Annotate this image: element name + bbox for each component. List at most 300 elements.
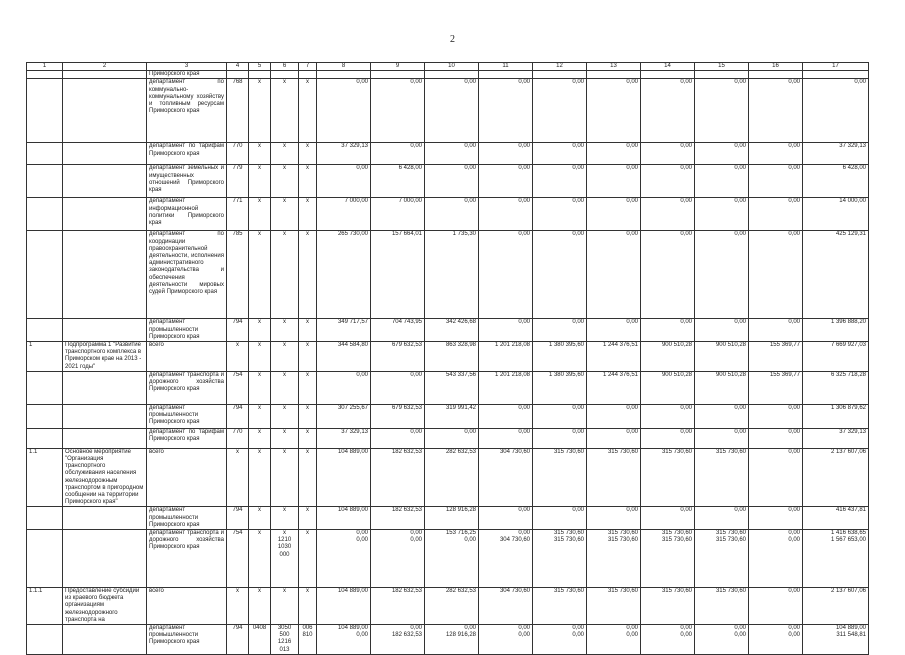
- grbs-code: 770: [227, 428, 249, 448]
- measure-name: [63, 71, 147, 79]
- table-row: [27, 198, 869, 231]
- value-2017: 315 730,60: [533, 588, 587, 625]
- table-body: [27, 71, 869, 655]
- value-2019: 0,00: [641, 143, 695, 165]
- table-row: [27, 165, 869, 198]
- value-2020: 315 730,60 315 730,60: [695, 530, 749, 588]
- grbs-code: 754: [227, 371, 249, 404]
- expense-type: х: [299, 530, 317, 588]
- value-2013: 265 730,00: [317, 231, 371, 319]
- section-code: х: [249, 530, 271, 588]
- section-code: х: [249, 371, 271, 404]
- measure-name: [63, 530, 147, 588]
- value-2019: 315 730,60: [641, 448, 695, 507]
- value-2017: 1 380 395,60: [533, 342, 587, 372]
- value-total: 425 129,31: [803, 231, 869, 319]
- executor: департамент по тарифам Приморского края: [147, 143, 227, 165]
- target-code: х: [271, 507, 299, 530]
- grbs-code: 794: [227, 507, 249, 530]
- value-2015: 1 735,30: [425, 231, 479, 319]
- value-2021: 0,00: [749, 588, 803, 625]
- expense-type: х: [299, 342, 317, 372]
- measure-name: [63, 319, 147, 342]
- value-2015: 0,00: [425, 143, 479, 165]
- row-number: [27, 165, 63, 198]
- executor: департамент промышленности Приморского края: [147, 625, 227, 655]
- column-number-11: 11: [479, 63, 533, 71]
- value-total: 7 669 927,03: [803, 342, 869, 372]
- value-2018: [587, 71, 641, 79]
- value-2017: 0,00: [533, 319, 587, 342]
- executor: департамент промышленности Приморского края: [147, 319, 227, 342]
- value-2016: 0,00: [479, 404, 533, 428]
- value-2015: 342 426,68: [425, 319, 479, 342]
- value-total: 416 437,81: [803, 507, 869, 530]
- section-code: х: [249, 165, 271, 198]
- value-2019: [641, 71, 695, 79]
- table-row: [27, 448, 869, 507]
- row-number: 1.1: [27, 448, 63, 507]
- value-2019: 900 510,28: [641, 342, 695, 372]
- column-number-12: 12: [533, 63, 587, 71]
- value-2020: 0,00: [695, 143, 749, 165]
- section-code: х: [249, 231, 271, 319]
- executor: департамент по координации правоохранительной деятельности, исполнения административного законодательства и обеспечения деятельности мировых судей Приморского края: [147, 231, 227, 319]
- value-2017: 0,00: [533, 404, 587, 428]
- expense-type: х: [299, 404, 317, 428]
- grbs-code: 770: [227, 143, 249, 165]
- measure-name: [63, 79, 147, 143]
- measure-name: Предоставление субсидий из краевого бюджета организациям железнодорожного транспорта на: [63, 588, 147, 625]
- value-2013: 104 889,00: [317, 507, 371, 530]
- section-code: х: [249, 448, 271, 507]
- table-row: [27, 530, 869, 588]
- table-row: [27, 71, 869, 79]
- row-number: [27, 530, 63, 588]
- section-code: х: [249, 507, 271, 530]
- value-2019: 900 510,28: [641, 371, 695, 404]
- value-2013: 0,00: [317, 165, 371, 198]
- target-code: х: [271, 428, 299, 448]
- value-2018: 0,00: [587, 143, 641, 165]
- expense-type: х: [299, 79, 317, 143]
- grbs-code: х: [227, 448, 249, 507]
- value-2015: 282 632,53: [425, 448, 479, 507]
- value-2016: [479, 71, 533, 79]
- value-2020: 0,00: [695, 79, 749, 143]
- value-2021: 0,00: [749, 231, 803, 319]
- value-2016: 1 201 218,08: [479, 342, 533, 372]
- section-code: х: [249, 198, 271, 231]
- grbs-code: 794: [227, 319, 249, 342]
- value-2014: 0,00: [371, 371, 425, 404]
- value-total: 1 416 638,65 1 567 653,00: [803, 530, 869, 588]
- grbs-code: х: [227, 342, 249, 372]
- executor: департамент промышленности Приморского края: [147, 404, 227, 428]
- value-2020: 0,00: [695, 198, 749, 231]
- value-2018: 0,00 0,00: [587, 625, 641, 655]
- value-2015: 0,00: [425, 165, 479, 198]
- value-2020: 315 730,60: [695, 448, 749, 507]
- value-2013: 104 889,00 0,00: [317, 625, 371, 655]
- row-number: [27, 428, 63, 448]
- section-code: х: [249, 79, 271, 143]
- executor: Приморского края: [147, 71, 227, 79]
- value-2020: 0,00: [695, 428, 749, 448]
- value-total: 6 428,00: [803, 165, 869, 198]
- row-number: [27, 71, 63, 79]
- value-2020: [695, 71, 749, 79]
- grbs-code: 794: [227, 404, 249, 428]
- value-2018: 1 244 376,51: [587, 342, 641, 372]
- value-2017: 0,00: [533, 428, 587, 448]
- value-2014: 6 428,00: [371, 165, 425, 198]
- target-code: х: [271, 165, 299, 198]
- value-2013: 7 000,00: [317, 198, 371, 231]
- executor: департамент информационной политики Приморского края: [147, 198, 227, 231]
- value-2015: 0,00: [425, 428, 479, 448]
- target-code: [271, 71, 299, 79]
- table-row: [27, 588, 869, 625]
- measure-name: [63, 143, 147, 165]
- column-number-row: [27, 63, 869, 71]
- table-row: [27, 319, 869, 342]
- target-code: 3050 500 1216 013: [271, 625, 299, 655]
- executor: всего: [147, 342, 227, 372]
- executor: департамент транспорта и дорожного хозяйства Приморского края: [147, 371, 227, 404]
- measure-name: [63, 404, 147, 428]
- column-number-1: 1: [27, 63, 63, 71]
- row-number: [27, 79, 63, 143]
- column-number-3: 3: [147, 63, 227, 71]
- value-total: 2 137 607,06: [803, 448, 869, 507]
- expense-type: х: [299, 198, 317, 231]
- value-2013: [317, 71, 371, 79]
- value-2015: 0,00 128 916,28: [425, 625, 479, 655]
- expense-type: х: [299, 428, 317, 448]
- value-2016: 0,00: [479, 428, 533, 448]
- value-2014: 182 632,53: [371, 588, 425, 625]
- grbs-code: 768: [227, 79, 249, 143]
- value-2021: 0,00 0,00: [749, 625, 803, 655]
- value-2020: 0,00: [695, 319, 749, 342]
- row-number: [27, 371, 63, 404]
- row-number: [27, 404, 63, 428]
- table-row: [27, 79, 869, 143]
- value-2014: 7 000,00: [371, 198, 425, 231]
- value-2018: 0,00: [587, 507, 641, 530]
- value-2019: 315 730,60 315 730,60: [641, 530, 695, 588]
- measure-name: [63, 165, 147, 198]
- value-2017: [533, 71, 587, 79]
- column-number-2: 2: [63, 63, 147, 71]
- table-row: [27, 371, 869, 404]
- value-2018: 1 244 376,51: [587, 371, 641, 404]
- target-code: х: [271, 588, 299, 625]
- page-number: 2: [450, 34, 455, 45]
- value-2021: 0,00: [749, 507, 803, 530]
- column-number-7: 7: [299, 63, 317, 71]
- value-2014: 182 632,53: [371, 507, 425, 530]
- value-2020: 900 510,28: [695, 371, 749, 404]
- target-code: х: [271, 79, 299, 143]
- value-2016: 304 730,60: [479, 448, 533, 507]
- value-2019: 0,00: [641, 507, 695, 530]
- value-2016: 1 201 218,08: [479, 371, 533, 404]
- value-2018: 0,00: [587, 198, 641, 231]
- column-number-17: 17: [803, 63, 869, 71]
- value-2018: 0,00: [587, 231, 641, 319]
- column-number-8: 8: [317, 63, 371, 71]
- value-2016: 0,00: [479, 79, 533, 143]
- value-2015: 319 991,42: [425, 404, 479, 428]
- value-2019: 0,00: [641, 79, 695, 143]
- target-code: х: [271, 198, 299, 231]
- value-2021: 0,00: [749, 165, 803, 198]
- target-code: х: [271, 404, 299, 428]
- value-2017: 315 730,60: [533, 448, 587, 507]
- target-code: х: [271, 231, 299, 319]
- value-total: 1 306 879,62: [803, 404, 869, 428]
- value-total: 14 000,00: [803, 198, 869, 231]
- section-code: х: [249, 342, 271, 372]
- measure-name: Подпрограмма 1 "Развитие транспортного комплекса в Приморском крае на 2013 - 2021 годы": [63, 342, 147, 372]
- column-number-15: 15: [695, 63, 749, 71]
- value-2019: 0,00: [641, 165, 695, 198]
- measure-name: [63, 428, 147, 448]
- column-number-6: 6: [271, 63, 299, 71]
- value-total: 37 329,13: [803, 428, 869, 448]
- executor: всего: [147, 588, 227, 625]
- value-2015: 128 916,28: [425, 507, 479, 530]
- value-total: [803, 71, 869, 79]
- value-2020: 0,00: [695, 507, 749, 530]
- value-2017: 315 730,60 315 730,60: [533, 530, 587, 588]
- grbs-code: 785: [227, 231, 249, 319]
- target-code: х: [271, 448, 299, 507]
- grbs-code: [227, 71, 249, 79]
- budget-table: [26, 62, 869, 655]
- value-2014: [371, 71, 425, 79]
- expense-type: х: [299, 448, 317, 507]
- value-2015: 0,00: [425, 79, 479, 143]
- value-2013: 344 584,80: [317, 342, 371, 372]
- grbs-code: 794: [227, 625, 249, 655]
- value-2017: 1 380 395,60: [533, 371, 587, 404]
- target-code: х: [271, 143, 299, 165]
- value-2013: 37 329,13: [317, 428, 371, 448]
- value-2015: 0,00: [425, 198, 479, 231]
- value-2017: 0,00: [533, 143, 587, 165]
- expense-type: [299, 71, 317, 79]
- value-2021: 0,00: [749, 319, 803, 342]
- value-2020: 315 730,60: [695, 588, 749, 625]
- value-total: 1 396 888,20: [803, 319, 869, 342]
- grbs-code: 754: [227, 530, 249, 588]
- grbs-code: 771: [227, 198, 249, 231]
- row-number: 1.1.1: [27, 588, 63, 625]
- executor: департамент по тарифам Приморского края: [147, 428, 227, 448]
- row-number: [27, 319, 63, 342]
- value-2017: 0,00: [533, 507, 587, 530]
- value-2014: 704 743,95: [371, 319, 425, 342]
- expense-type: х: [299, 507, 317, 530]
- value-2013: 0,00 0,00: [317, 530, 371, 588]
- value-2020: 900 510,28: [695, 342, 749, 372]
- value-2016: 304 730,60: [479, 588, 533, 625]
- value-2017: 0,00 0,00: [533, 625, 587, 655]
- column-number-5: 5: [249, 63, 271, 71]
- value-2016: 0,00 0,00: [479, 625, 533, 655]
- value-2019: 0,00: [641, 319, 695, 342]
- column-number-16: 16: [749, 63, 803, 71]
- executor: департамент земельных и имущественных отношений Приморского края: [147, 165, 227, 198]
- measure-name: [63, 371, 147, 404]
- measure-name: Основное мероприятие "Организация транспортного обслуживания населения железнодорожным транспортом в пригородном сообщении на территории Приморского края": [63, 448, 147, 507]
- expense-type: х: [299, 371, 317, 404]
- measure-name: [63, 231, 147, 319]
- expense-type: х: [299, 165, 317, 198]
- value-2013: 307 255,67: [317, 404, 371, 428]
- row-number: 1: [27, 342, 63, 372]
- grbs-code: 779: [227, 165, 249, 198]
- value-2019: 315 730,60: [641, 588, 695, 625]
- value-2014: 0,00: [371, 143, 425, 165]
- column-number-14: 14: [641, 63, 695, 71]
- value-2016: 0,00: [479, 319, 533, 342]
- section-code: х: [249, 319, 271, 342]
- value-2018: 315 730,60: [587, 448, 641, 507]
- target-code: х 1210 1030 000: [271, 530, 299, 588]
- value-2017: 0,00: [533, 198, 587, 231]
- value-2021: 155 369,77: [749, 342, 803, 372]
- value-total: 104 889,00 311 548,81: [803, 625, 869, 655]
- value-2016: 0,00: [479, 165, 533, 198]
- value-2013: 37 329,13: [317, 143, 371, 165]
- value-2018: 0,00: [587, 404, 641, 428]
- value-2019: 0,00: [641, 428, 695, 448]
- value-2018: 315 730,60: [587, 588, 641, 625]
- value-2021: 0,00 0,00: [749, 530, 803, 588]
- table-row: [27, 428, 869, 448]
- value-2013: 349 717,57: [317, 319, 371, 342]
- value-2017: 0,00: [533, 231, 587, 319]
- expense-type: 006 810: [299, 625, 317, 655]
- value-2018: 0,00: [587, 319, 641, 342]
- value-2018: 0,00: [587, 165, 641, 198]
- value-2015: 282 632,53: [425, 588, 479, 625]
- value-2013: 0,00: [317, 371, 371, 404]
- value-total: 2 137 607,06: [803, 588, 869, 625]
- grbs-code: х: [227, 588, 249, 625]
- value-2018: 315 730,60 315 730,60: [587, 530, 641, 588]
- value-2014: 182 632,53: [371, 448, 425, 507]
- value-2020: 0,00: [695, 404, 749, 428]
- value-total: 0,00: [803, 79, 869, 143]
- column-number-10: 10: [425, 63, 479, 71]
- section-code: х: [249, 143, 271, 165]
- value-2016: 0,00: [479, 231, 533, 319]
- column-number-9: 9: [371, 63, 425, 71]
- target-code: х: [271, 342, 299, 372]
- target-code: х: [271, 371, 299, 404]
- value-2020: 0,00: [695, 165, 749, 198]
- row-number: [27, 143, 63, 165]
- table-row: [27, 404, 869, 428]
- expense-type: х: [299, 231, 317, 319]
- value-total: 37 329,13: [803, 143, 869, 165]
- value-2020: 0,00 0,00: [695, 625, 749, 655]
- value-2021: 0,00: [749, 448, 803, 507]
- section-code: х: [249, 404, 271, 428]
- value-2014: 679 632,53: [371, 404, 425, 428]
- table-row: [27, 342, 869, 372]
- value-2014: 679 632,53: [371, 342, 425, 372]
- value-2014: 0,00 0,00: [371, 530, 425, 588]
- value-2014: 0,00: [371, 79, 425, 143]
- value-2021: 0,00: [749, 404, 803, 428]
- section-code: 0408: [249, 625, 271, 655]
- table-row: [27, 507, 869, 530]
- value-2019: 0,00: [641, 231, 695, 319]
- value-2021: [749, 71, 803, 79]
- value-2015: 153 716,25 0,00: [425, 530, 479, 588]
- value-2021: 155 369,77: [749, 371, 803, 404]
- measure-name: [63, 198, 147, 231]
- executor: департамент транспорта и дорожного хозяйства Приморского края: [147, 530, 227, 588]
- expense-type: х: [299, 588, 317, 625]
- value-2018: 0,00: [587, 79, 641, 143]
- value-2015: 863 328,98: [425, 342, 479, 372]
- value-2013: 0,00: [317, 79, 371, 143]
- column-number-13: 13: [587, 63, 641, 71]
- value-2019: 0,00 0,00: [641, 625, 695, 655]
- value-2016: 0,00: [479, 507, 533, 530]
- value-2019: 0,00: [641, 198, 695, 231]
- row-number: [27, 198, 63, 231]
- executor: всего: [147, 448, 227, 507]
- value-2021: 0,00: [749, 428, 803, 448]
- value-2017: 0,00: [533, 165, 587, 198]
- value-2013: 104 889,00: [317, 588, 371, 625]
- section-code: [249, 71, 271, 79]
- value-2018: 0,00: [587, 428, 641, 448]
- measure-name: [63, 507, 147, 530]
- value-2017: 0,00: [533, 79, 587, 143]
- column-number-4: 4: [227, 63, 249, 71]
- table-row: [27, 143, 869, 165]
- section-code: х: [249, 588, 271, 625]
- value-2016: 0,00 304 730,60: [479, 530, 533, 588]
- target-code: х: [271, 319, 299, 342]
- value-2020: 0,00: [695, 231, 749, 319]
- expense-type: х: [299, 319, 317, 342]
- expense-type: х: [299, 143, 317, 165]
- value-2013: 104 889,00: [317, 448, 371, 507]
- value-2015: 543 337,56: [425, 371, 479, 404]
- value-2021: 0,00: [749, 143, 803, 165]
- value-2019: 0,00: [641, 404, 695, 428]
- value-2014: 157 664,01: [371, 231, 425, 319]
- section-code: х: [249, 428, 271, 448]
- row-number: [27, 507, 63, 530]
- value-total: 6 325 718,28: [803, 371, 869, 404]
- row-number: [27, 231, 63, 319]
- executor: департамент промышленности Приморского края: [147, 507, 227, 530]
- value-2016: 0,00: [479, 198, 533, 231]
- value-2014: 0,00 182 632,53: [371, 625, 425, 655]
- value-2021: 0,00: [749, 79, 803, 143]
